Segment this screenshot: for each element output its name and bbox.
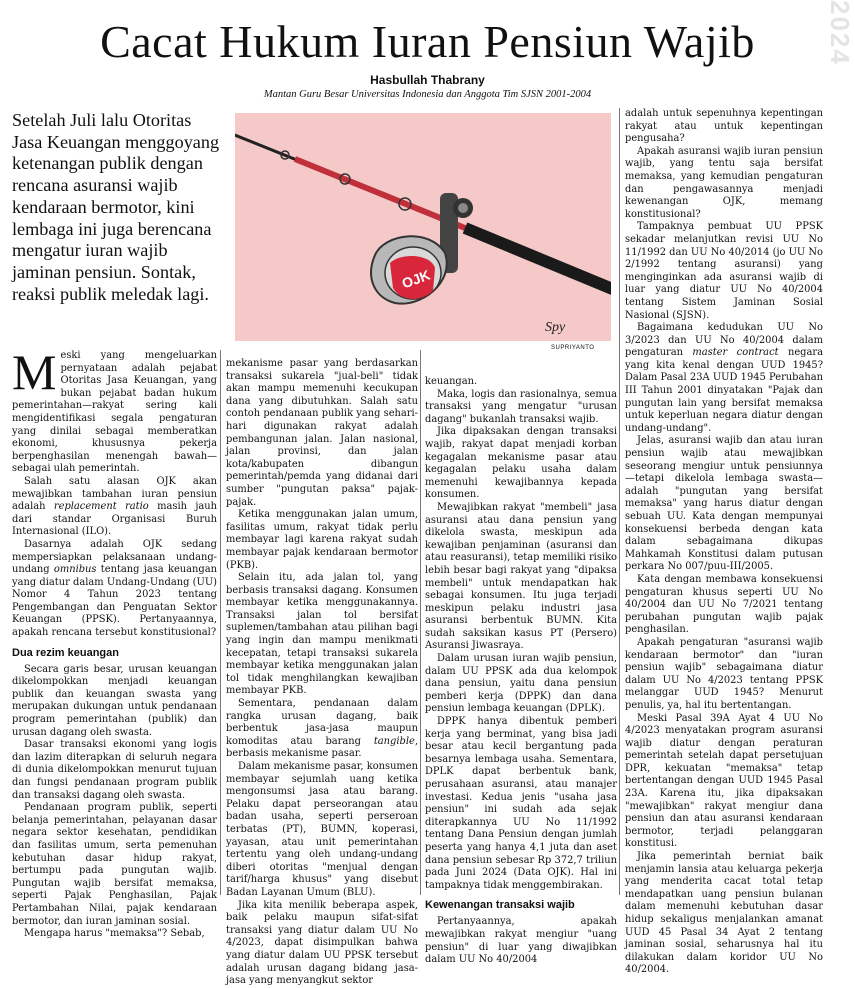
paragraph: Dalam mekanisme pasar, konsumen membayar sejumlah uang ketika mengonsumsi jasa atau barang. Pelaku dapat perseorangan atau badan usaha, seperti perseroan terbatas (PT), BUMN, koperasi, yayasan, atau unit pemerintahan tertentu yang oleh undang-undang diberi otoritas "menjual dengan tarif/harga khusus" yang disebut Badan Layanan Umum (BLU). — [226, 761, 418, 898]
column-3 — [425, 376, 617, 967]
paragraph: Pertanyaannya, apakah mewajibkan rakyat mengiur "uang pensiun" di luar yang diwajibkan dalam UU No 40/2004 — [425, 916, 617, 966]
paragraph: Jika pemerintah berniat baik menjamin lansia atau keluarga pekerja yang menderita cacat total tetap mendapatkan uang pensiun bulanan dalam memenuhi kebutuhan dasar hidup sekaligus menjalankan amanat UUD 45 Pasal 34 Ayat 2 tentang jaminan sosial, seharusnya hal itu dilakukan dalam koridor UU No 40/2004. — [625, 851, 823, 976]
watermark: 2024 — [825, 0, 855, 66]
artist-signature: Spy — [545, 320, 566, 335]
paragraph: Mengapa harus "memaksa"? Sebab, — [24, 928, 205, 940]
paragraph: DPPK hanya dibentuk pemberi kerja yang berminat, yang bisa jadi besar atau kecil bergantung pada besarnya lembaga usaha. Sementara, DPLK dapat berbentuk bank, perusahaan asuransi, atau manajer investasi. Kedua jenis "usaha jasa pensiun" ini sudah ada sejak diterapkannya UU No 11/1992 tentang Dana Pensiun dengan jumlah peserta yang hanya 4,1 juta dan aset dana pensiun sebesar Rp 372,7 triliun pada Juni 2024 (Data OJK). Hal ini tampaknya tidak menggembirakan. — [425, 716, 617, 891]
paragraph: keuangan. — [425, 376, 478, 387]
fishing-rod-illustration — [235, 113, 611, 341]
paragraph: adalah untuk sepenuhnya kepentingan rakyat atau untuk kepentingan pengusaha? — [625, 108, 823, 145]
column-rule — [619, 108, 620, 895]
paragraph: Tampaknya pembuat UU PPSK sekadar melanjutkan revisi UU No 11/1992 dan UU No 40/2014 (jo UU No 2/1992 tentang asuransi) yang menginginkan ada asuransi wajib di luar yang diatur UU No 40/2004 tentang Sistem Jaminan Sosial Nasional (SJSN). — [625, 221, 823, 321]
paragraph: Sementara, pendanaan dalam rangka urusan dagang, baik berbentuk jasa-jasa maupun komoditas atau barang tangible, berbasis mekanisme pasar. — [226, 698, 418, 760]
paragraph: Meski Pasal 39A Ayat 4 UU No 4/2023 menyatakan program asuransi wajib diatur dengan peraturan pemerintah setelah dapat persetujuan DPR, kekuatan "memaksa" tetap bertentangan dengan UUD 1945 Pasal 23A. Karena itu, jika dipaksakan "mewajibkan" rakyat mengiur dana pensiun dan atau asuransi kendaraan bermotor, terjadi pelanggaran konstitusi. — [625, 712, 823, 850]
illustration — [235, 113, 611, 341]
paragraph: Salah satu alasan OJK akan mewajibkan tambahan iuran pensiun adalah replacement ratio masih jauh dari standar Organisasi Buruh Internasional (ILO). — [12, 475, 217, 538]
column-4 — [625, 108, 823, 977]
column-rule — [420, 350, 421, 895]
author-role: Mantan Guru Besar Universitas Indonesia dan Anggota Tim SJSN 2001-2004 — [263, 89, 592, 100]
paragraph: Bagaimana kedudukan UU No 3/2023 dan UU No 40/2004 dalam pengaturan master contract negara yang kita kenal dengan UUD 1945? Dalam Pasal 23A UUD 1945 Perubahan III Tahun 2001 dinyatakan "Pajak dan pungutan lain yang bersifat memaksa untuk keperluan negara diatur dengan undang-undang". — [625, 322, 823, 434]
paragraph: Dalam urusan iuran wajib pensiun, dalam UU PPSK ada dua kelompok dana pensiun, yaitu dana pensiun pemberi kerja (DPPK) dan dana pensiun lembaga keuangan (DPLK). — [425, 653, 617, 715]
paragraph: Maka, logis dan rasionalnya, semua transaksi yang mengatur "urusan dagang" bukanlah transaksi wajib. — [425, 388, 617, 425]
paragraph: Ketika menggunakan jalan umum, fasilitas umum, rakyat tidak perlu membayar lagi karena rakyat sudah membayar pajak kendaraan bermotor (PKB). — [226, 509, 418, 571]
author-name: Hasbullah Thabrany — [370, 73, 485, 87]
drop-cap: M — [12, 344, 57, 400]
lead-paragraph: Setelah Juli lalu Otoritas Jasa Keuangan menggoyang ketenangan publik dengan rencana asuransi wajib kendaraan bermotor, kini lembaga ini juga berencana mengatur iuran wajib jaminan pensiun. Sontak, reaksi publik meledak lagi. — [12, 110, 220, 304]
paragraph: Apakah asuransi wajib iuran pensiun wajib, yang tentu saja bersifat memaksa, yang kemudian pengaturan dan pengawasannya menjadi kewenangan OJK, memang konstitusional? — [625, 145, 823, 220]
paragraph: Pendanaan program publik, seperti belanja pemerintahan, pelayanan dasar negara sektor kesehatan, pendidikan dan fasilitas umum, serta pemenuhan kebutuhan dasar hidup rakyat, bertumpu pada pungutan wajib. Pungutan wajib bersifat memaksa, seperti Pajak Penghasilan, Pajak Pertambahan Nilai, pajak kendaraan bermotor, dan iuran jaminan sosial. — [12, 802, 217, 927]
paragraph: Dasarnya adalah OJK sedang mempersiapkan pelaksanaan undang-undang omnibus tentang jasa keuangan yang diatur dalam Undang-Undang (UU) Nomor 4 Tahun 2023 tentang Pengembangan dan Penguatan Sektor Keuangan (PPSK). Pertanyaannya, apakah rencana tersebut konstitusional? — [12, 538, 217, 639]
paragraph: Apakah pengaturan "asuransi wajib kendaraan bermotor" dan "iuran pensiun wajib" sebagaimana diatur dalam UU No 4/2023 tentang PPSK melanggar UUD 1945? Menurut penulis, ya, hal itu bertentangan. — [625, 636, 823, 711]
paragraph: Dasar transaksi ekonomi yang logis dan lazim diterapkan di seluruh negara di dunia dikelompokkan menurut tujuan dan fungsi pendanaan program publik dan transaksi dagang oleh swasta. — [12, 739, 217, 801]
section-heading: Dua rezim keuangan — [12, 646, 119, 659]
paragraph: Jelas, asuransi wajib dan atau iuran pensiun wajib atau mewajibkan seseorang mengiur untuk pensiunnya—tetapi dikelola lembaga swasta—adalah "pungutan yang bersifat memaksa" yang harus diatur dengan sebuah UU. Kata dengan mempunyai konsekuensi berbeda dengan kata dalam sebagaimana dikupas Mahkamah Konstitusi dalam putusan perkara No 007/puu-III/2005. — [625, 435, 823, 573]
column-1 — [12, 344, 217, 941]
article-title: Cacat Hukum Iuran Pensiun Wajib — [100, 16, 755, 67]
illustration-credit: SUPRIYANTO — [551, 345, 595, 351]
paragraph: Secara garis besar, urusan keuangan dikelompokkan menjadi keuangan publik dan keuangan swasta yang merupakan dukungan untuk pendanaan program pemerintahan (publik) dan urusan dagang oleh swasta. — [12, 663, 217, 738]
paragraph: Meski yang mengeluarkan pernyataan adalah pejabat Otoritas Jasa Keuangan, yang bukan pejabat badan hukum pemerintahan—rakyat sering kali mengidentifikasi segala pengaturan yang dinilai sebagai memberatkan ekonomi, khususnya pekerja berpenghasilan menengah bawah—sebagai ulah pemerintah. — [12, 344, 217, 475]
paragraph: Kata dengan membawa konsekuensi pengaturan khusus seperti UU No 40/2004 dan UU No 7/2021 tentang perubahan pungutan wajib pajak penghasilan. — [625, 573, 823, 636]
paragraph: Jika dipaksakan dengan transaksi wajib, rakyat dapat menjadi korban kegagalan mekanisme pasar atau kegagalan pelaku usaha dalam memenuhi kewajibannya kepada konsumen. — [425, 426, 617, 501]
paragraph: Jika kita menilik beberapa aspek, baik pelaku maupun sifat-sifat transaksi yang diatur dalam UU No 4/2023, dapat disimpulkan bahwa yang diatur dalam UU PPSK tersebut adalah urusan dagang bidang jasa-jasa yang menyangkut sektor — [226, 899, 418, 987]
paragraph: mekanisme pasar yang berdasarkan transaksi sukarela "jual-beli" tidak akan mampu memenuhi kecukupan dana yang dibutuhkan. Salah satu contoh pendanaan publik yang sehari-hari digunakan rakyat adalah pembangunan jalan. Jalan nasional, jalan provinsi, dan jalan kota/kabupaten dibangun pemerintah/pemda yang didanai dari sumber "pungutan paksa" pajak-pajak. — [226, 358, 418, 508]
ojk-label: OJK — [399, 266, 433, 292]
section-heading: Kewenangan transaksi wajib — [425, 899, 575, 912]
paragraph: Mewajibkan rakyat "membeli" jasa asuransi atau dana pensiun yang dikelola swasta, meskipun ada kewajiban penjaminan (asuransi dan atau reasuransi), tetap memiliki risiko lebih besar bagi rakyat yang "dipaksa membeli" untuk mendapatkan hak sebagai konsumen. Itu juga terjadi meskipun pelaku industri jasa asuransi berbentuk BUMN. Kita sudah saksikan kasus PT (Persero) Asuransi Jiwasraya. — [425, 501, 617, 652]
column-2 — [226, 358, 418, 988]
column-rule — [220, 350, 221, 895]
paragraph: Selain itu, ada jalan tol, yang berbasis transaksi dagang. Konsumen membayar ketika menggunakannya. Transaksi jalan tol bersifat suplemen/tambahan atau pilihan bagi yang ingin dan mampu menikmati kecepatan, tetapi transaksi sukarela membayar ketika menggunakan jalan tol tidak menghilangkan kewajiban membayar PKB. — [226, 572, 418, 697]
